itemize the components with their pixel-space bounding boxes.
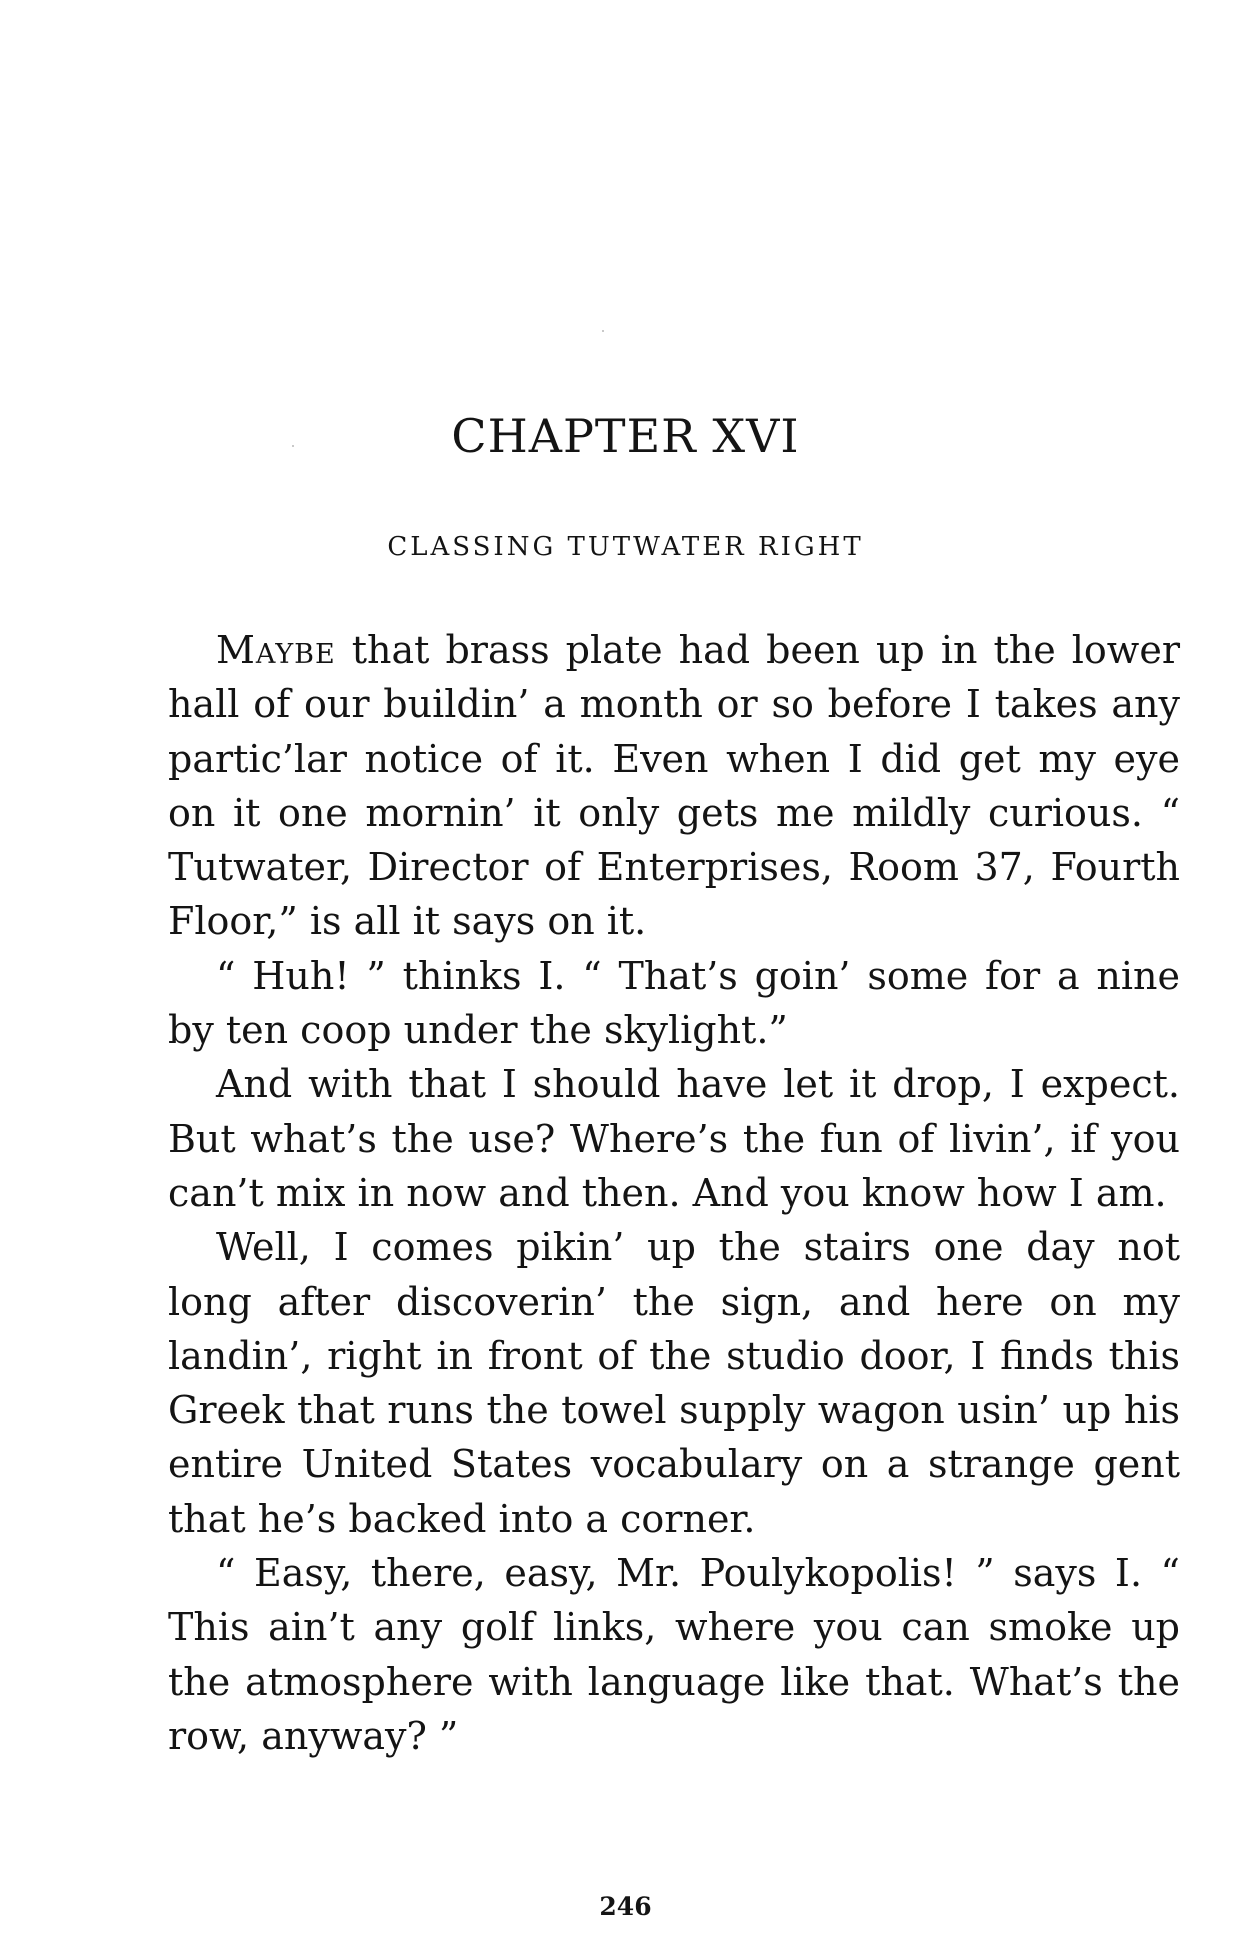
paragraph-4: Well, I comes pikin’ up the stairs one day not long after discoverin’ the sign, and here on my landin’, right in front of the studio door, I finds this Greek that runs the towel supply wagon usin’ up his entire United States vocabulary on a strange gent that he’s backed into a corner. [168,1225,1180,1541]
chapter-subtitle: CLASSING TUTWATER RIGHT [387,532,864,562]
chapter-body [168,623,1180,1763]
page-number: 246 [599,1892,652,1921]
chapter-title: CHAPTER XVI [451,409,800,463]
paragraph-2: “ Huh! ” thinks I. “ That’s goin’ some for a nine by ten coop under the skylight.” [168,953,1180,1053]
paragraph-1 [168,623,1180,949]
paragraph-1-text: that brass plate had been up in the lower hall of our buildin’ a month or so before I takes any partic’lar notice of it. Even when I did get my eye on it one mornin’ it only gets me mildly curious. “ Tutwater, Director of Enterprises, Room 37, Fourth Floor,” is all it says on it. [168,628,1180,944]
paper-speck [602,330,604,332]
paragraph-5: “ Easy, there, easy, Mr. Poulykopolis! ” says I. “ This ain’t any golf links, where you can smoke up the atmosphere with language like that. What’s the row, anyway? ” [168,1551,1180,1758]
opening-word: Maybe [216,628,336,672]
paragraph-3: And with that I should have let it drop, I expect. But what’s the use? Where’s the fun of livin’, if you can’t mix in now and then. And you know how I am. [168,1062,1180,1215]
